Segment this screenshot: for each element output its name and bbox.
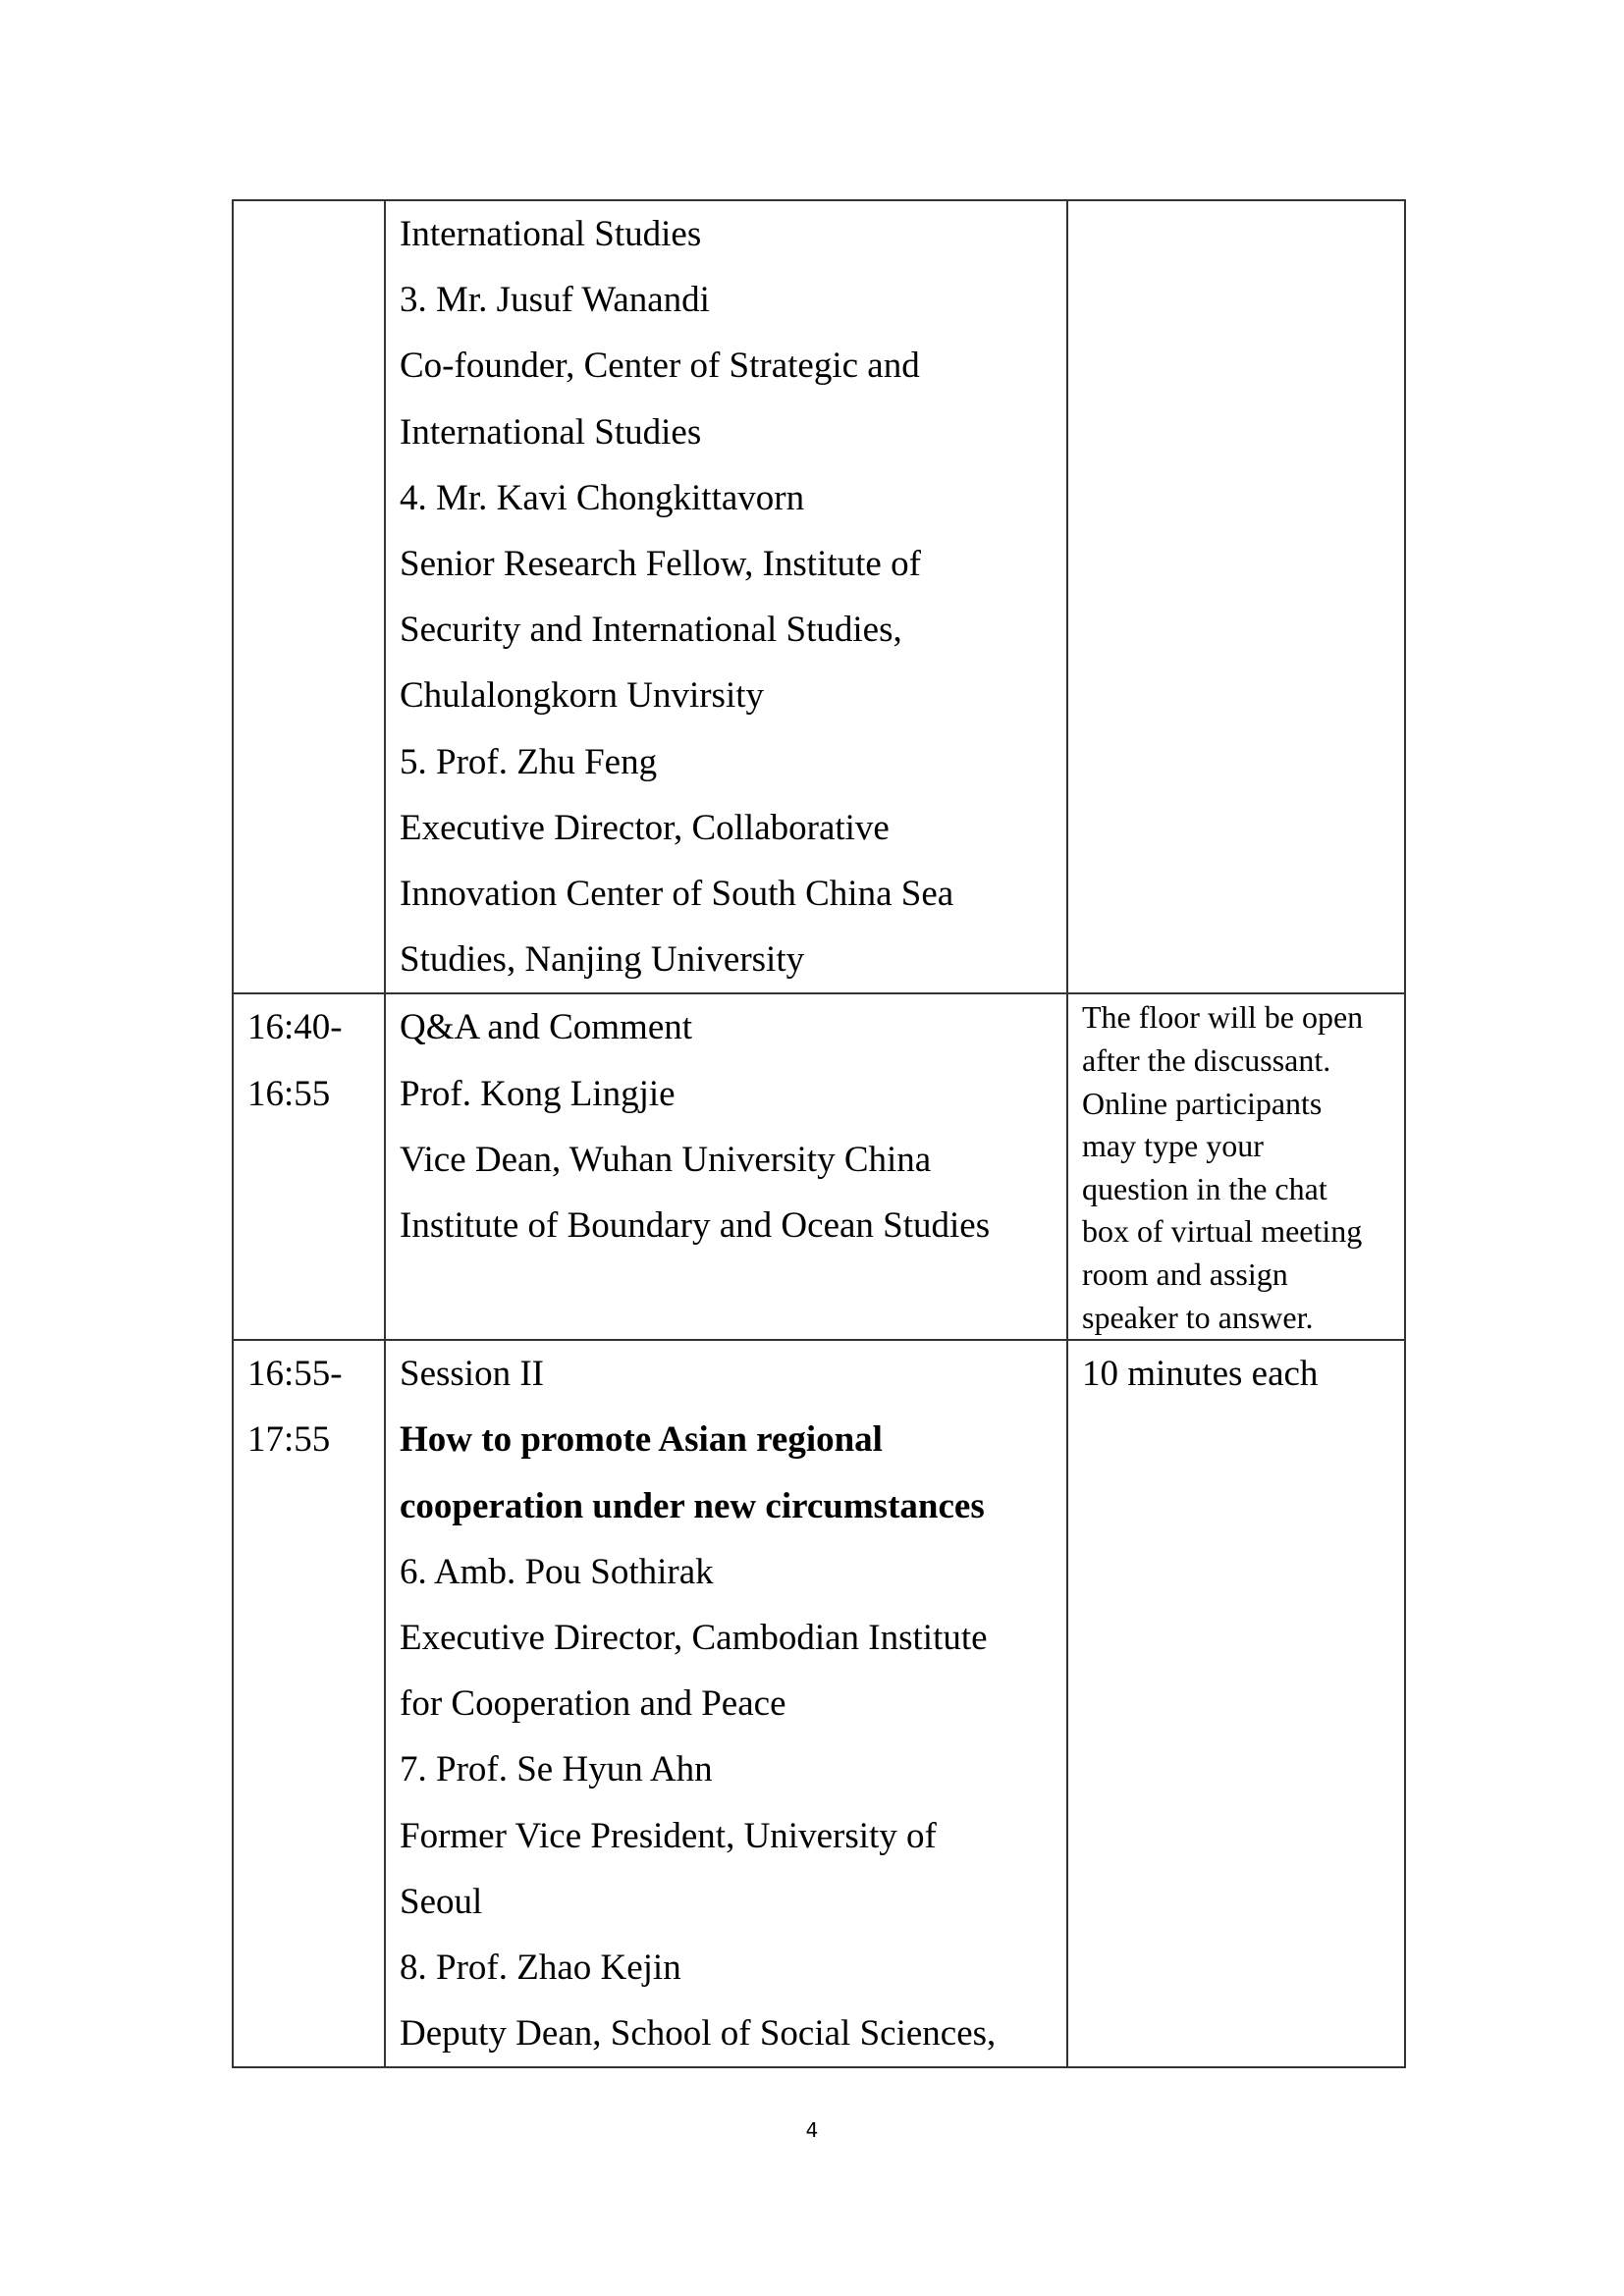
time-end: 16:55 bbox=[247, 1073, 331, 1114]
session-label: Session II bbox=[400, 1354, 544, 1395]
program-line: Studies, Nanjing University bbox=[400, 939, 805, 981]
time-start: 16:55- bbox=[247, 1354, 343, 1395]
note-line: box of virtual meeting bbox=[1082, 1213, 1363, 1250]
note-line: Online participants bbox=[1082, 1085, 1323, 1121]
program-line: Innovation Center of South China Sea bbox=[400, 874, 954, 915]
program-line: Co-founder, Center of Strategic and bbox=[400, 346, 920, 387]
program-cell bbox=[385, 200, 1067, 993]
program-line: Seoul bbox=[400, 1881, 483, 1922]
note-line: may type your bbox=[1082, 1128, 1264, 1164]
time-start: 16:40- bbox=[247, 1007, 343, 1048]
agenda-table bbox=[232, 199, 1406, 2068]
program-line: Q&A and Comment bbox=[400, 1007, 693, 1048]
program-line: 7. Prof. Se Hyun Ahn bbox=[400, 1749, 713, 1790]
program-line: Institute of Boundary and Ocean Studies bbox=[400, 1205, 991, 1247]
program-line: Chulalongkorn Unvirsity bbox=[400, 675, 765, 717]
program-line: 6. Amb. Pou Sothirak bbox=[400, 1551, 714, 1592]
time-cell bbox=[233, 200, 385, 993]
note-line: after the discussant. bbox=[1082, 1042, 1331, 1079]
time-cell bbox=[233, 993, 385, 1340]
session-title: cooperation under new circumstances bbox=[400, 1485, 985, 1526]
program-line: Prof. Kong Lingjie bbox=[400, 1073, 676, 1114]
table-row bbox=[233, 1340, 1405, 2067]
note-cell bbox=[1067, 1340, 1405, 2067]
table-row bbox=[233, 993, 1405, 1340]
program-cell bbox=[385, 1340, 1067, 2067]
note-line: room and assign bbox=[1082, 1256, 1288, 1292]
time-cell bbox=[233, 1340, 385, 2067]
program-line: Executive Director, Collaborative bbox=[400, 807, 890, 848]
program-line: Vice Dean, Wuhan University China bbox=[400, 1139, 932, 1180]
table-row bbox=[233, 200, 1405, 993]
note-text: 10 minutes each bbox=[1082, 1354, 1319, 1395]
program-line: for Cooperation and Peace bbox=[400, 1683, 786, 1725]
page-number: 4 bbox=[805, 2118, 819, 2142]
program-line: Senior Research Fellow, Institute of bbox=[400, 544, 921, 585]
note-line: question in the chat bbox=[1082, 1170, 1327, 1206]
program-line: Deputy Dean, School of Social Sciences, bbox=[400, 2013, 997, 2055]
time-end: 17:55 bbox=[247, 1419, 331, 1461]
note-cell bbox=[1067, 200, 1405, 993]
program-line: Executive Director, Cambodian Institute bbox=[400, 1618, 988, 1658]
note-line: The floor will be open bbox=[1082, 999, 1364, 1036]
note-cell bbox=[1067, 993, 1405, 1340]
program-cell bbox=[385, 993, 1067, 1340]
program-line: Security and International Studies, bbox=[400, 610, 902, 651]
program-line: 8. Prof. Zhao Kejin bbox=[400, 1948, 681, 1989]
session-title: How to promote Asian regional bbox=[400, 1419, 883, 1461]
program-line: Former Vice President, University of bbox=[400, 1815, 937, 1856]
note-line: speaker to answer. bbox=[1082, 1299, 1314, 1335]
program-line: International Studies bbox=[400, 411, 702, 453]
program-line: International Studies bbox=[400, 214, 702, 254]
program-line: 3. Mr. Jusuf Wanandi bbox=[400, 280, 710, 321]
program-line: 5. Prof. Zhu Feng bbox=[400, 741, 658, 782]
program-line: 4. Mr. Kavi Chongkittavorn bbox=[400, 477, 805, 518]
